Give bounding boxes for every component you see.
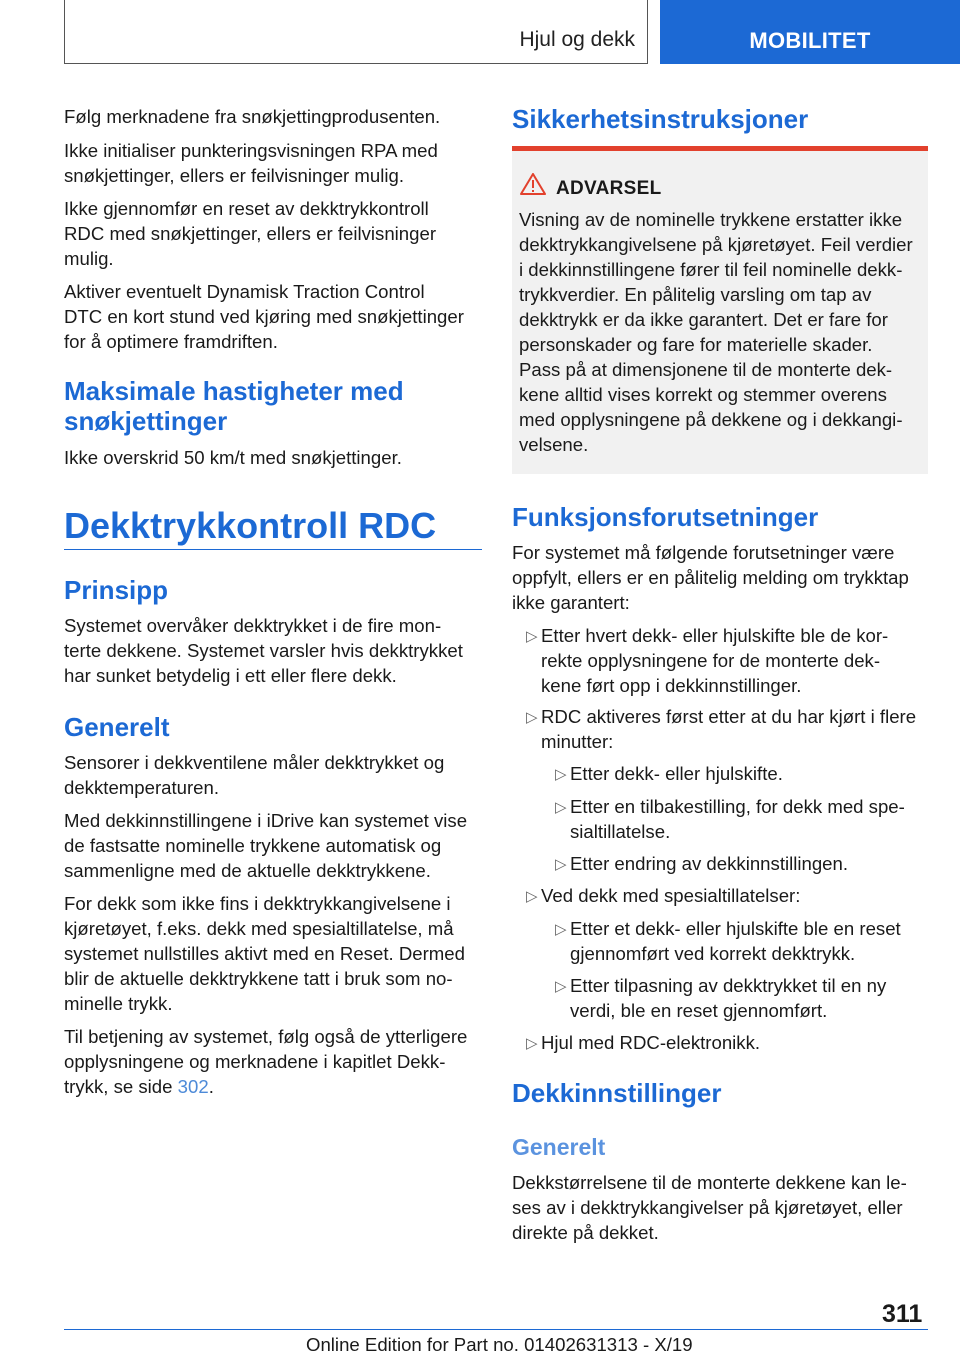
bullet-arrow-icon: ▷ [555,978,567,995]
list-item-line: Ved dekk med spesialtillatelser: [541,885,801,906]
heading-max-speed-line2: snøkjettinger [64,406,228,436]
warning-line: med opplysningene på dekkene og i dekkangi- [519,409,903,430]
paragraph-line: Systemet overvåker dekktrykket i de fire mon- [64,615,442,636]
list-item-line: rekte opplysningene for de monterte dek- [541,650,881,671]
warning-line: dekktrykkangivelsene på kjøretøyet. Feil verdier [519,234,913,255]
warning-line: dekktrykk er da ikke garantert. Det er fare for [519,309,888,330]
link-prefix: trykk, se side [64,1076,178,1097]
warning-line: trykkverdier. En pålitelig varsling om tap av [519,284,872,305]
bullet-arrow-icon: ▷ [555,799,567,816]
sublist-item-line: gjennomført ved korrekt dekktrykk. [570,943,856,964]
heading-function-requirements: Funksjonsforutsetninger [512,502,819,532]
sublist-item-line: verdi, ble en reset gjennomført. [570,1000,828,1021]
bullet-arrow-icon: ▷ [526,709,538,726]
warning-text [519,207,923,457]
sublist-item-line: Etter en tilbakestilling, for dekk med spe- [570,796,905,817]
paragraph-line: direkte på dekket. [512,1222,659,1243]
bullet-arrow-icon: ▷ [526,1035,538,1052]
paragraph-line: terte dekkene. Systemet varsler hvis dekktrykket [64,640,463,661]
heading-prinsipp: Prinsipp [64,575,169,605]
paragraph-line: har sunket betydelig i ett eller flere dekk. [64,665,397,686]
warning-line: velsene. [519,434,589,455]
paragraph: Følg merknadene fra snøkjettingprodusenten. [64,106,441,127]
sublist-item-line: Etter endring av dekkinnstillingen. [570,853,849,874]
paragraph-line: Sensorer i dekkventilene måler dekktrykket og [64,752,445,773]
paragraph-line: Ikke initialiser punkteringsvisningen RPA med [64,140,438,161]
sublist-item-line: Etter dekk- eller hjulskifte. [570,763,783,784]
bullet-arrow-icon: ▷ [555,921,567,938]
warning-box [512,146,928,474]
paragraph-line: blir de aktuelle dekktrykkene tatt i bruk som no- [64,968,453,989]
list-item-line: minutter: [541,731,614,752]
warning-triangle-icon [520,173,546,195]
bullet-arrow-icon: ▷ [555,856,567,873]
warning-title: ADVARSEL [556,178,662,199]
header-section-title: Hjul og dekk [519,28,635,51]
page-link-302[interactable]: 302 [177,1076,209,1097]
paragraph-line: For systemet må følgende forutsetninger være [512,542,895,563]
heading-rdc: Dekktrykkontroll RDC [64,505,437,546]
page-number: 311 [882,1300,923,1328]
paragraph-line: Til betjening av systemet, følg også de ytterligere [64,1026,468,1047]
sublist-item-line: Etter tilpasning av dekktrykket til en ny [570,975,887,996]
paragraph-line: DTC en kort stund ved kjøring med snøkjettinger [64,306,464,327]
paragraph-line: kjøretøyet, f.eks. dekk med spesialtillatelse, må [64,918,454,939]
list-item-line: Hjul med RDC-elektronikk. [541,1032,761,1053]
paragraph-line: ses av i dekktrykkangivelser på kjøretøyet, eller [512,1197,903,1218]
link-suffix: . [208,1076,214,1097]
heading-generelt-2: Generelt [512,1134,606,1160]
list-item-line: kene ført opp i dekkinnstillinger. [541,675,802,696]
heading-tyre-settings: Dekkinnstillinger [512,1078,722,1108]
paragraph-line: For dekk som ikke fins i dekktrykkangivelsene i [64,893,451,914]
paragraph: Ikke overskrid 50 km/t med snøkjettinger. [64,447,402,468]
paragraph-line-with-link [64,1074,214,1099]
list-item-line: RDC aktiveres først etter at du har kjørt i flere [541,706,917,727]
list-item-line: Etter hvert dekk- eller hjulskifte ble de kor- [541,625,889,646]
warning-line: Pass på at dimensjonene til de monterte dek- [519,359,893,380]
paragraph-line: Med dekkinnstillingene i iDrive kan systemet vise [64,810,468,831]
warning-line: personskader og fare for materielle skader. [519,334,873,355]
header-chapter-tab: MOBILITET [660,0,960,64]
paragraph-line: mulig. [64,248,114,269]
paragraph-line: systemet nullstilles aktivt med en Reset. Dermed [64,943,465,964]
heading-max-speed-line1: Maksimale hastigheter med [64,376,404,406]
footer-rule [64,1329,928,1330]
paragraph-line: RDC med snøkjettinger, ellers er feilvisninger [64,223,437,244]
paragraph-line: dekktemperaturen. [64,777,220,798]
paragraph-line: sammenligne med de aktuelle dekktrykkene. [64,860,431,881]
paragraph-line: Ikke gjennomfør en reset av dekktrykkontroll [64,198,429,219]
paragraph-line: for å optimere framdriften. [64,331,278,352]
paragraph-line: Aktiver eventuelt Dynamisk Traction Control [64,281,425,302]
paragraph-line: de fastsatte nominelle trykkene automatisk og [64,835,442,856]
paragraph-line: snøkjettinger, ellers er feilvisninger mulig. [64,165,404,186]
sublist-item-line: Etter et dekk- eller hjulskifte ble en reset [570,918,901,939]
paragraph-line: Dekkstørrelsene til de monterte dekkene kan le- [512,1172,907,1193]
heading-rule [64,549,482,550]
heading-generelt: Generelt [64,712,170,742]
warning-line: i dekkinnstillingene fører til feil nominelle dekk- [519,259,903,280]
paragraph-line: opplysningene og merknadene i kapitlet Dekk- [64,1051,446,1072]
header-section-box [64,0,648,64]
bullet-arrow-icon: ▷ [555,766,567,783]
footer-edition: Online Edition for Part no. 01402631313 - X/19 [306,1334,693,1355]
warning-line: Visning av de nominelle trykkene erstatter ikke [519,209,903,230]
warning-line: kene alltid vises korrekt og stemmer overens [519,384,887,405]
bullet-arrow-icon: ▷ [526,628,538,645]
bullet-arrow-icon: ▷ [526,888,538,905]
paragraph-line: minelle trykk. [64,993,173,1014]
heading-safety: Sikkerhetsinstruksjoner [512,104,809,134]
sublist-item-line: sialtillatelse. [570,821,671,842]
paragraph-line: ikke garantert: [512,592,630,613]
paragraph-line: oppfylt, ellers er en pålitelig melding om trykktap [512,567,909,588]
